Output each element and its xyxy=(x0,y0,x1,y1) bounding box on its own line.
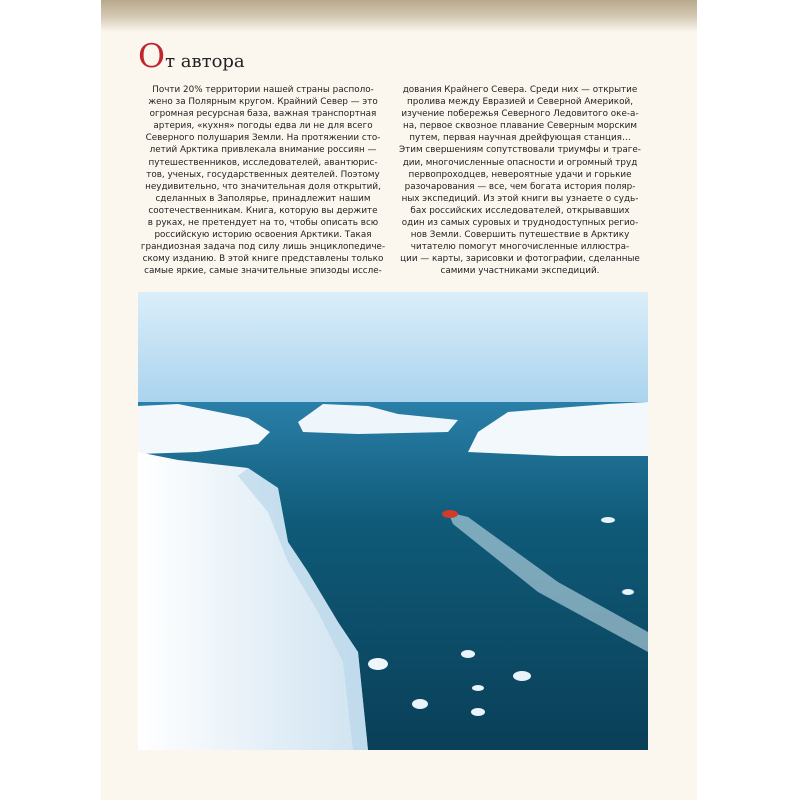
text-line: пролива между Евразией и Северной Америкой, xyxy=(407,97,633,108)
text-line: нов Земли. Совершить путешествие в Арктику xyxy=(410,230,630,241)
text-line: изучение побережья Северного Ледовитого оке-а- xyxy=(401,109,639,120)
text-line: в руках, не претендует на то, чтобы описать всю xyxy=(147,218,379,229)
text-line: Этим свершениям сопутствовали триумфы и траге- xyxy=(399,145,641,156)
text-line: огромная ресурсная база, важная транспортная xyxy=(149,109,377,120)
text-line: жено за Полярным кругом. Крайний Север — это xyxy=(148,97,378,108)
text-column-left xyxy=(140,84,386,278)
text-line: сделанных в Заполярье, принадлежит нашим xyxy=(155,193,371,204)
text-line: путем, первая научная дрейфующая станция… xyxy=(409,133,631,144)
text-line: на, первое сквозное плавание Северным морским xyxy=(403,121,637,132)
text-line: российскую историю освоения Арктики. Такая xyxy=(154,230,372,241)
text-line: разочарования — все, чем богата история поляр- xyxy=(404,181,636,192)
sky xyxy=(138,292,648,404)
page-header-band xyxy=(101,0,697,32)
iceberg-illustration xyxy=(138,292,648,750)
text-line: летий Арктика привлекала внимание россиян — xyxy=(149,145,377,156)
text-line: дии, многочисленные опасности и огромный труд xyxy=(402,157,638,168)
text-line: читателю помогут многочисленные иллюстра- xyxy=(410,242,630,253)
text-line: ных экспедиций. Из этой книги вы узнаете о судь- xyxy=(401,193,639,204)
text-line: грандиозная задача под силу лишь энциклопедиче- xyxy=(140,242,386,253)
text-line: скому изданию. В этой книге представлены только xyxy=(142,254,384,265)
text-line: соотечественникам. Книга, которую вы держите xyxy=(148,205,378,216)
arctic-iceberg-photo xyxy=(138,292,648,750)
text-line: артерия, «кухня» погоды едва ли не для всего xyxy=(153,121,373,132)
text-line: бах российских исследователей, открывавших xyxy=(410,205,630,216)
text-line: самые яркие, самые значительные эпизоды иссле- xyxy=(144,266,382,277)
text-column-right xyxy=(397,84,643,278)
page-title xyxy=(138,36,245,76)
boat xyxy=(442,510,458,518)
book-page xyxy=(101,0,697,800)
text-line: дования Крайнего Севера. Среди них — открытие xyxy=(402,85,638,95)
text-line: путешественников, исследователей, авантюрис- xyxy=(148,157,378,168)
text-line: Почти 20% территории нашей страны располо- xyxy=(152,85,374,95)
title-text: т автора xyxy=(165,51,245,72)
text-line: самими участниками экспедиций. xyxy=(440,266,600,277)
text-line: первопроходцев, невероятные удачи и горькие xyxy=(408,169,632,180)
text-line: неудивительно, что значительная доля открытий, xyxy=(145,181,381,192)
text-line: Северного полушария Земли. На протяжении сто- xyxy=(145,133,381,144)
text-line: тов, ученых, государственных деятелей. Поэтому xyxy=(146,169,380,180)
text-line: ции — карты, зарисовки и фотографии, сделанные xyxy=(400,254,640,265)
text-line: один из самых суровых и труднодоступных регио- xyxy=(401,218,639,229)
title-initial-letter: О xyxy=(138,36,166,75)
